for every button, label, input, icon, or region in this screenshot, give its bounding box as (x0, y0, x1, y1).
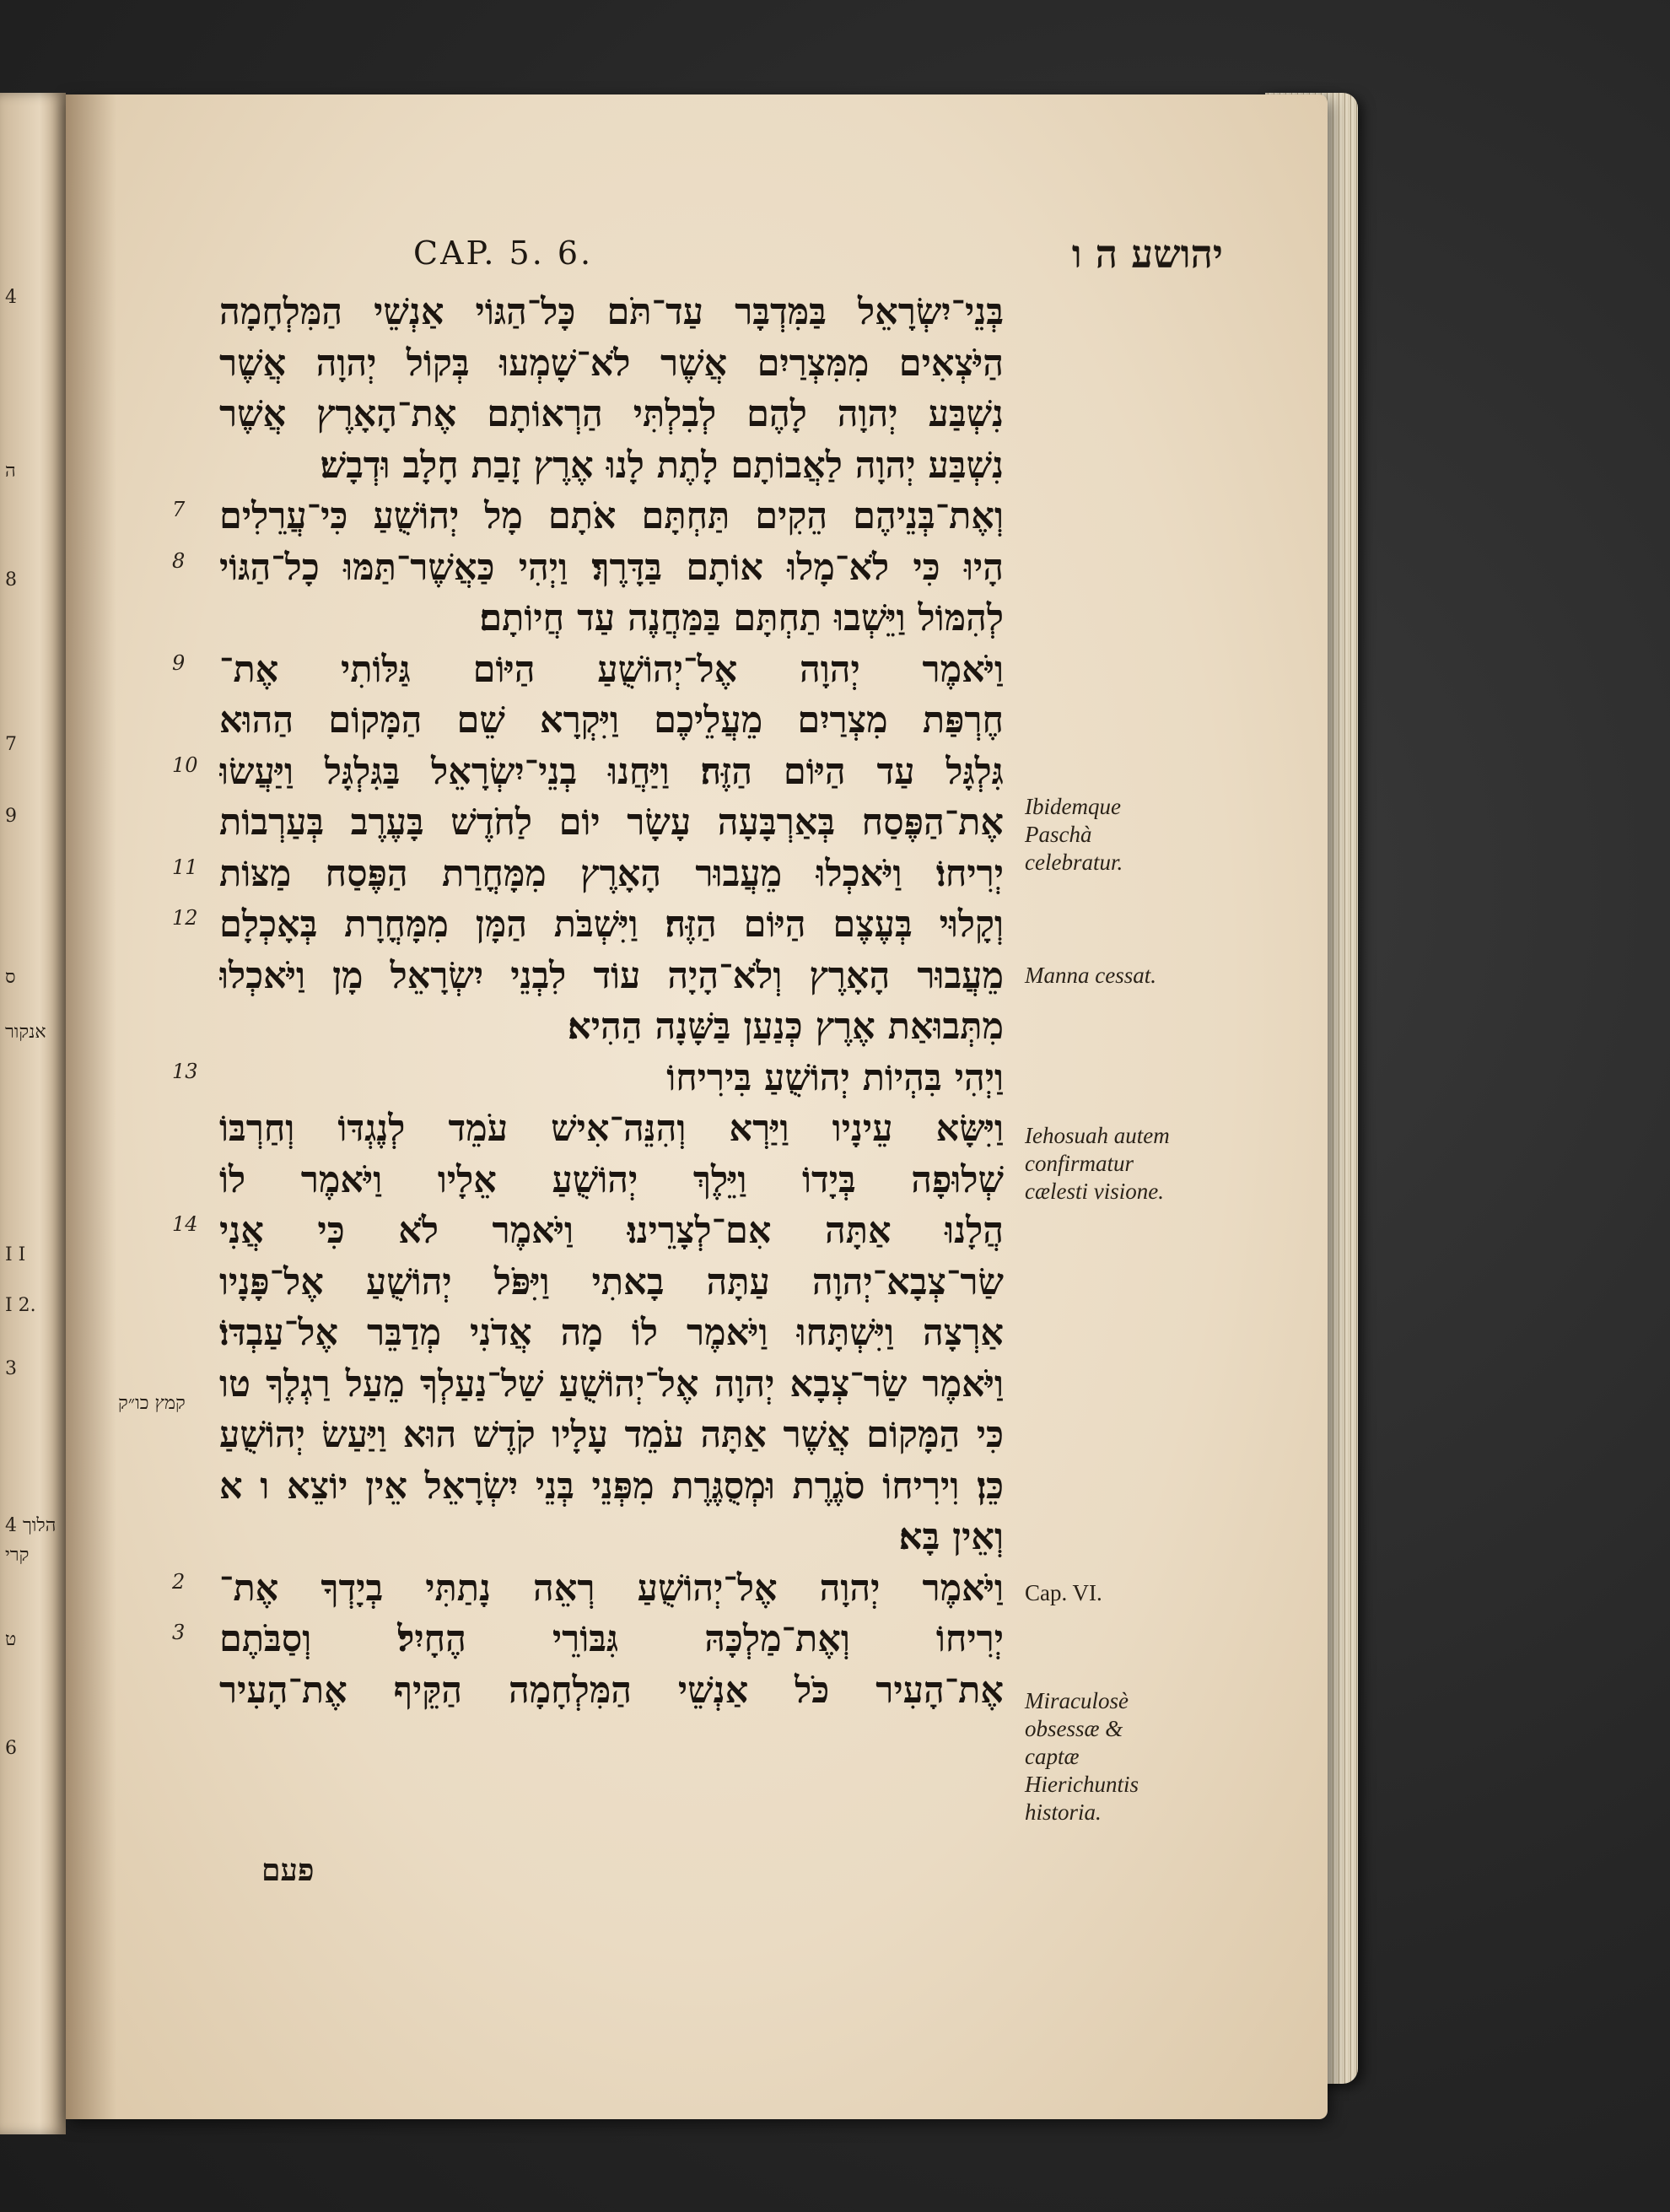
text-line (194, 797, 1004, 849)
left-page-margin-numbers (0, 0, 66, 2212)
left-margin-number: ס (5, 967, 16, 988)
margin-note: Manna cessat. (1025, 963, 1156, 988)
text-line (194, 1308, 1004, 1359)
text-line (194, 1359, 1004, 1411)
hebrew-text-block (172, 287, 1004, 1716)
left-margin-number: ט (5, 1629, 17, 1650)
hebrew-line-text: לְהִמּוֹל וַיֵּשְׁבוּ תַחְתָּם בַּמַּחֲנֶה עַד חֲיוֹתָם׃ (479, 597, 1004, 639)
verse-number: 3 (172, 1621, 186, 1644)
verse-number: 13 (172, 1059, 198, 1083)
text-line (194, 1512, 1004, 1563)
hebrew-line-text: נִשְׁבַּע יְהוָה לָהֶם לְבִלְתִּי הַרְאוֹתָם אֶת־הָאָרֶץ אֲשֶׁר (219, 393, 1004, 435)
verse-number: 9 (172, 650, 186, 675)
text-line (172, 491, 1004, 542)
text-line (194, 1103, 1004, 1155)
hebrew-line-text: כִּי הַמָּקוֹם אֲשֶׁר אַתָּה עֹמֵד עָלָיו קֹדֶשׁ הוּא וַיַּעַשׂ יְהוֹשֻׁעַ (219, 1414, 1004, 1456)
hebrew-line-text: וְאֵין בָּא׃ (898, 1516, 1004, 1558)
hebrew-line-text: כֵּן׃ וִירִיחוֹ סֹגֶרֶת וּמְסֻגֶּרֶת מִפְּנֵי בְּנֵי יִשְׂרָאֵל אֵין יוֹצֵא ו א (219, 1465, 1004, 1508)
left-margin-number: קרי (5, 1545, 30, 1566)
hebrew-line-text: בְּנֵי־יִשְׂרָאֵל בַּמִּדְבָּר עַד־תֹּם כָּל־הַגּוֹי אַנְשֵׁי הַמִּלְחָמָה (219, 291, 1004, 333)
text-line (172, 645, 1004, 696)
page-gutter-shadow (66, 94, 116, 2119)
hebrew-line-text: וַיֹּאמֶר יְהוָה אֶל־יְהוֹשֻׁעַ הַיּוֹם גַּלּוֹתִי אֶת־ (219, 648, 1004, 691)
hebrew-line-text: וַיֹּאמֶר שַׂר־צְבָא יְהוָה אֶל־יְהוֹשֻׁעַ שַׁל־נַעַלְךָ מֵעַל רַגְלֶךָ טו (219, 1362, 1004, 1405)
text-line (172, 849, 1004, 900)
hebrew-running-title: יהושע ה ו (1071, 231, 1223, 277)
left-margin-number: אנקור (5, 1022, 46, 1043)
text-line (172, 1563, 1004, 1615)
hebrew-line-text: מֵעֲבוּר הָאָרֶץ וְלֹא־הָיָה עוֹד לִבְנֵי יִשְׂרָאֵל מָן וַיֹּאכְלוּ (219, 954, 1004, 997)
hebrew-line-text: אַרְצָה וַיִּשְׁתָּחוּ וַיֹּאמֶר לוֹ מָה אֲדֹנִי מְדַבֵּר אֶל־עַבְדּוֹ׃ (219, 1312, 1004, 1354)
hebrew-line-text: וַיֹּאמֶר יְהוָה אֶל־יְהוֹשֻׁעַ רְאֵה נָתַתִּי בְיָדְךָ אֶת־ (219, 1567, 1004, 1610)
text-line (172, 542, 1004, 594)
left-margin-number: 7 (5, 734, 17, 755)
hebrew-line-text: אֶת־הַפֶּסַח בְּאַרְבָּעָה עָשָׂר יוֹם לַחֹדֶשׁ בָּעֶרֶב בְּעַרְבוֹת (219, 801, 1004, 844)
hebrew-line-text: וְקָלוּי בְּעֶצֶם הַיּוֹם הַזֶּה׃ וַיִּשְׁבֹּת הַמָּן מִמָּחֳרָת בְּאָכְלָם (219, 904, 1004, 946)
catchword: פעם (261, 1853, 315, 1888)
left-margin-number: I 2. (5, 1295, 36, 1316)
hebrew-line-text: שַׂר־צְבָא־יְהוָה עַתָּה בָאתִי וַיִּפֹּל יְהוֹשֻׁעַ אֶל־פָּנָיו (219, 1260, 1004, 1303)
hebrew-line-text: חֶרְפַּת מִצְרַיִם מֵעֲלֵיכֶם וַיִּקְרָא שֵׁם הַמָּקוֹם הַהוּא (219, 699, 1004, 742)
margin-note: Ibidemque Paschà celebratur. (1025, 794, 1123, 875)
verse-number: 8 (172, 548, 186, 573)
chapter-label: CAP. 5. 6. (413, 235, 594, 272)
margin-note: Cap. VI. (1025, 1580, 1102, 1605)
text-line (172, 1053, 1004, 1104)
left-margin-number: הלוך 4 (5, 1515, 57, 1536)
text-line (194, 389, 1004, 440)
left-margin-number: 8 (5, 569, 17, 591)
hebrew-line-text: וַיִּשָּׂא עֵינָיו וַיַּרְא וְהִנֵּה־אִישׁ עֹמֵד לְנֶגְדּוֹ וְחַרְבּוֹ (219, 1108, 1004, 1150)
text-line (194, 593, 1004, 645)
hebrew-line-text: וַיְהִי בִּהְיוֹת יְהוֹשֻׁעַ בִּירִיחוֹ (666, 1056, 1004, 1099)
left-margin-number: ה (5, 461, 16, 482)
text-line (172, 899, 1004, 951)
verse-number: 7 (172, 498, 186, 521)
left-margin-number: 9 (5, 806, 17, 827)
text-line (194, 1410, 1004, 1461)
text-line (194, 287, 1004, 338)
left-margin-number: I I (5, 1244, 26, 1265)
margin-note: Miraculosè obsessæ & captæ Hierichuntis historia. (1025, 1688, 1139, 1825)
text-line (194, 1257, 1004, 1308)
left-margin-number: 3 (5, 1358, 17, 1379)
text-line (172, 1206, 1004, 1257)
verse-number: 14 (172, 1212, 198, 1236)
verse-number: 2 (172, 1569, 186, 1594)
margin-note: Iehosuah autem confirmatur cælesti visione. (1025, 1123, 1170, 1204)
hebrew-line-text: מִתְּבוּאַת אֶרֶץ כְּנַעַן בַּשָּׁנָה הַהִיא׃ (568, 1006, 1004, 1048)
running-header (413, 231, 1257, 285)
text-line (194, 440, 1004, 492)
hebrew-line-text: יְרִיחוֹ׃ וַיֹּאכְלוּ מֵעֲבוּר הָאָרֶץ מִמָּחֳרַת הַפֶּסַח מַצּוֹת (219, 852, 1004, 895)
hebrew-line-text: יְרִיחוֹ וְאֶת־מַלְכָּהּ גִּבּוֹרֵי הֶחָיִל׃ וְסַבֹּתֶם (219, 1618, 1004, 1660)
left-margin-number: 6 (5, 1738, 17, 1759)
hebrew-line-text: גִּלְגָּל עַד הַיּוֹם הַזֶּה׃ וַיַּחֲנוּ בְנֵי־יִשְׂרָאֵל בַּגִּלְגָּל וַיַּעֲשׂוּ (219, 750, 1004, 793)
text-line (172, 1614, 1004, 1665)
verse-number: 10 (172, 753, 198, 777)
hebrew-line-text: שְׁלוּפָה בְּיָדוֹ וַיֵּלֶךְ יְהוֹשֻׁעַ אֵלָיו וַיֹּאמֶר לוֹ (219, 1158, 1004, 1201)
text-line (194, 1001, 1004, 1053)
text-line (194, 695, 1004, 747)
text-line (172, 747, 1004, 798)
masoretic-note: קמץ כו״ק (118, 1393, 186, 1414)
hebrew-line-text: וְאֶת־בְּנֵיהֶם הֵקִים תַּחְתָּם אֹתָם מָל יְהוֹשֻׁעַ כִּי־עֲרֵלִים (219, 495, 1004, 537)
verse-number: 12 (172, 906, 198, 930)
text-line (194, 951, 1004, 1002)
hebrew-line-text: אֶת־הָעִיר כֹּל אַנְשֵׁי הַמִּלְחָמָה הַקֵּיף אֶת־הָעִיר (219, 1669, 1004, 1712)
text-line (194, 1155, 1004, 1206)
verse-number: 11 (172, 855, 198, 879)
hebrew-line-text: הַיֹּצְאִים מִמִּצְרַיִם אֲשֶׁר לֹא־שָׁמְעוּ בְּקוֹל יְהוָה אֲשֶׁר (219, 342, 1004, 385)
text-line (194, 1461, 1004, 1513)
text-line (194, 1665, 1004, 1717)
left-margin-number: 4 (5, 287, 17, 308)
text-line (194, 338, 1004, 390)
hebrew-line-text: הָיוּ כִּי לֹא־מָלוּ אוֹתָם בַּדָּרֶךְ׃ וַיְהִי כַּאֲשֶׁר־תַּמּוּ כָל־הַגּוֹי (219, 546, 1004, 589)
hebrew-line-text: הֲלָנוּ אַתָּה אִם־לְצָרֵינוּ׃ וַיֹּאמֶר לֹא כִּי אֲנִי (219, 1210, 1004, 1252)
hebrew-line-text: נִשְׁבַּע יְהוָה לַאֲבוֹתָם לָתֶת לָנוּ אֶרֶץ זָבַת חָלָב וּדְבָשׁ׃ (320, 444, 1004, 487)
